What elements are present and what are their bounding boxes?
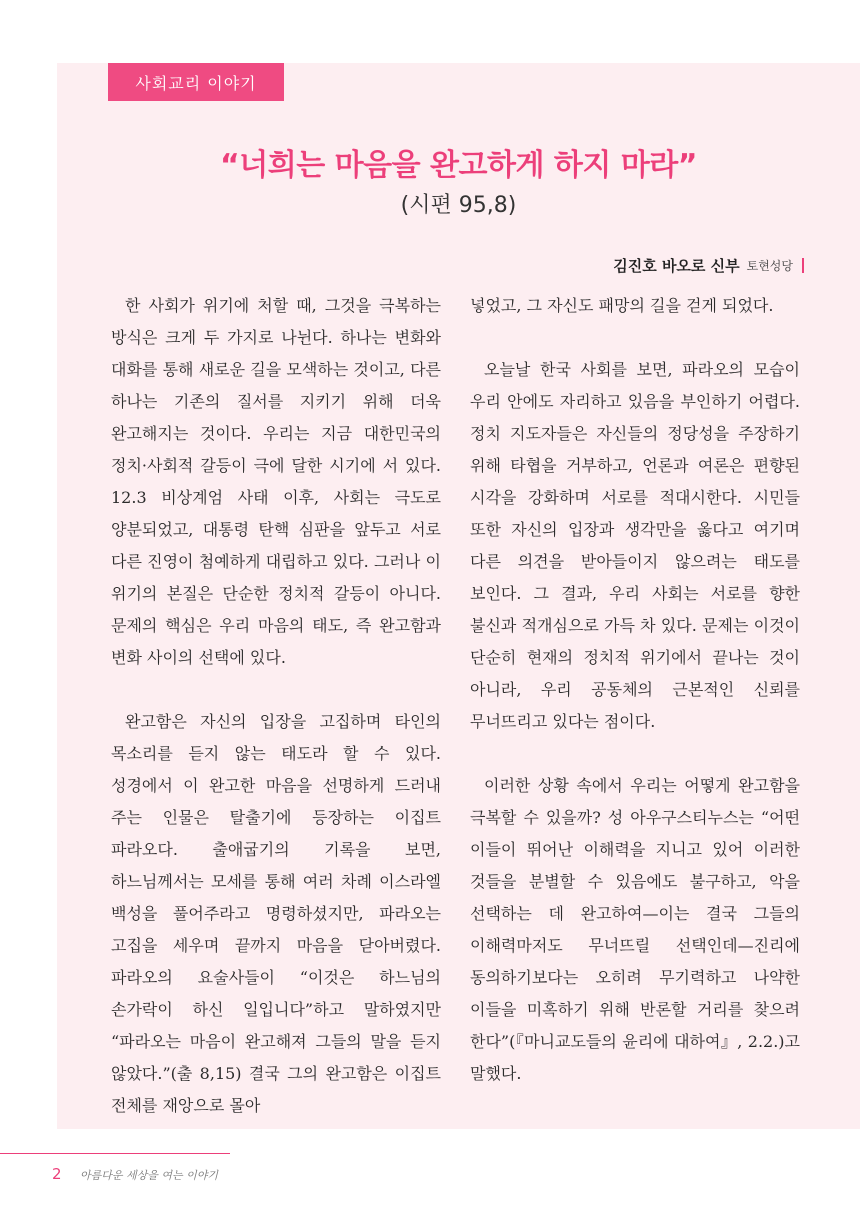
left-column [111,290,441,1122]
paragraph: 한 사회가 위기에 처할 때, 그것을 극복하는 방식은 크게 두 가지로 나뉜다. 하나는 변화와 대화를 통해 새로운 길을 모색하는 것이고, 다른 하나는 기존의 질서를 지키기 위해 더욱 완고해지는 것이다. 우리는 지금 대한민국의 정치·사회적 갈등이 극에 달한 시기에 서 있다. 12.3 비상계엄 사태 이후, 사회는 극도로 양분되었고, 대통령 탄핵 심판을 앞두고 서로 다른 진영이 첨예하게 대립하고 있다. 그러나 이 위기의 본질은 단순한 정치적 갈등이 아니다. 문제의 핵심은 우리 마음의 태도, 즉 완고함과 변화 사이의 선택에 있다. [111,296,441,667]
paragraph: 이러한 상황 속에서 우리는 어떻게 완고함을 극복할 수 있을까? 성 아우구스티누스는 “어떤 이들이 뛰어난 이해력을 지니고 있어 이러한 것들을 분별할 수 있음에도 불구하고, 악을 선택하는 데 완고하여—이는 결국 그들의 이해력마저도 무너뜨릴 선택인데—진리에 동의하기보다는 오히려 무기력하고 나약한 이들을 미혹하기 위해 반론할 거리를 찾으려 한다”(『마니교도들의 윤리에 대하여』, 2.2.)고 말했다. [470,776,800,1083]
paragraph: 오늘날 한국 사회를 보면, 파라오의 모습이 우리 안에도 자리하고 있음을 부인하기 어렵다. 정치 지도자들은 자신들의 정당성을 주장하기 위해 타협을 거부하고, 언론과 여론은 편향된 시각을 강화하며 서로를 적대시한다. 시민들 또한 자신의 입장과 생각만을 옳다고 여기며 다른 의견을 받아들이지 않으려는 태도를 보인다. 그 결과, 우리 사회는 서로를 향한 불신과 적개심으로 가득 차 있다. 문제는 이것이 단순히 현재의 정치적 위기에서 끝나는 것이 아니라, 우리 공동체의 근본적인 신뢰를 무너뜨리고 있다는 점이다. [470,360,800,731]
paragraph: 넣었고, 그 자신도 패망의 길을 걷게 되었다. [470,296,774,315]
author-parish: 토현성당 [746,259,793,273]
right-column [470,290,800,1090]
article-subtitle: (시편 95,8) [400,193,517,218]
page-number: 2 [52,1165,62,1183]
paragraph: 완고함은 자신의 입장을 고집하며 타인의 목소리를 듣지 않는 태도라 할 수 있다. 성경에서 이 완고한 마음을 선명하게 드러내 주는 인물은 탈출기에 등장하는 이집트 파라오다. 출애굽기의 기록을 보면, 하느님께서는 모세를 통해 여러 차례 이스라엘 백성을 풀어주라고 명령하셨지만, 파라오는 고집을 세우며 끝까지 마음을 닫아버렸다. 파라오의 요술사들이 “이것은 하느님의 손가락이 하신 일입니다”하고 말하였지만 “파라오는 마음이 완고해져 그들의 말을 듣지 않았다.”(출 8,15) 결국 그의 완고함은 이집트 전체를 재앙으로 몰아 [111,712,441,1115]
byline-divider [802,258,804,273]
footer-rule [0,1153,230,1154]
section-tag: 사회교리 이야기 [108,63,284,101]
article-title: “너희는 마음을 완고하게 하지 마라” [220,148,697,183]
byline [613,255,804,276]
author-name: 김진호 바오로 신부 [613,257,740,275]
magazine-name: 아름다운 세상을 여는 이야기 [80,1169,219,1182]
